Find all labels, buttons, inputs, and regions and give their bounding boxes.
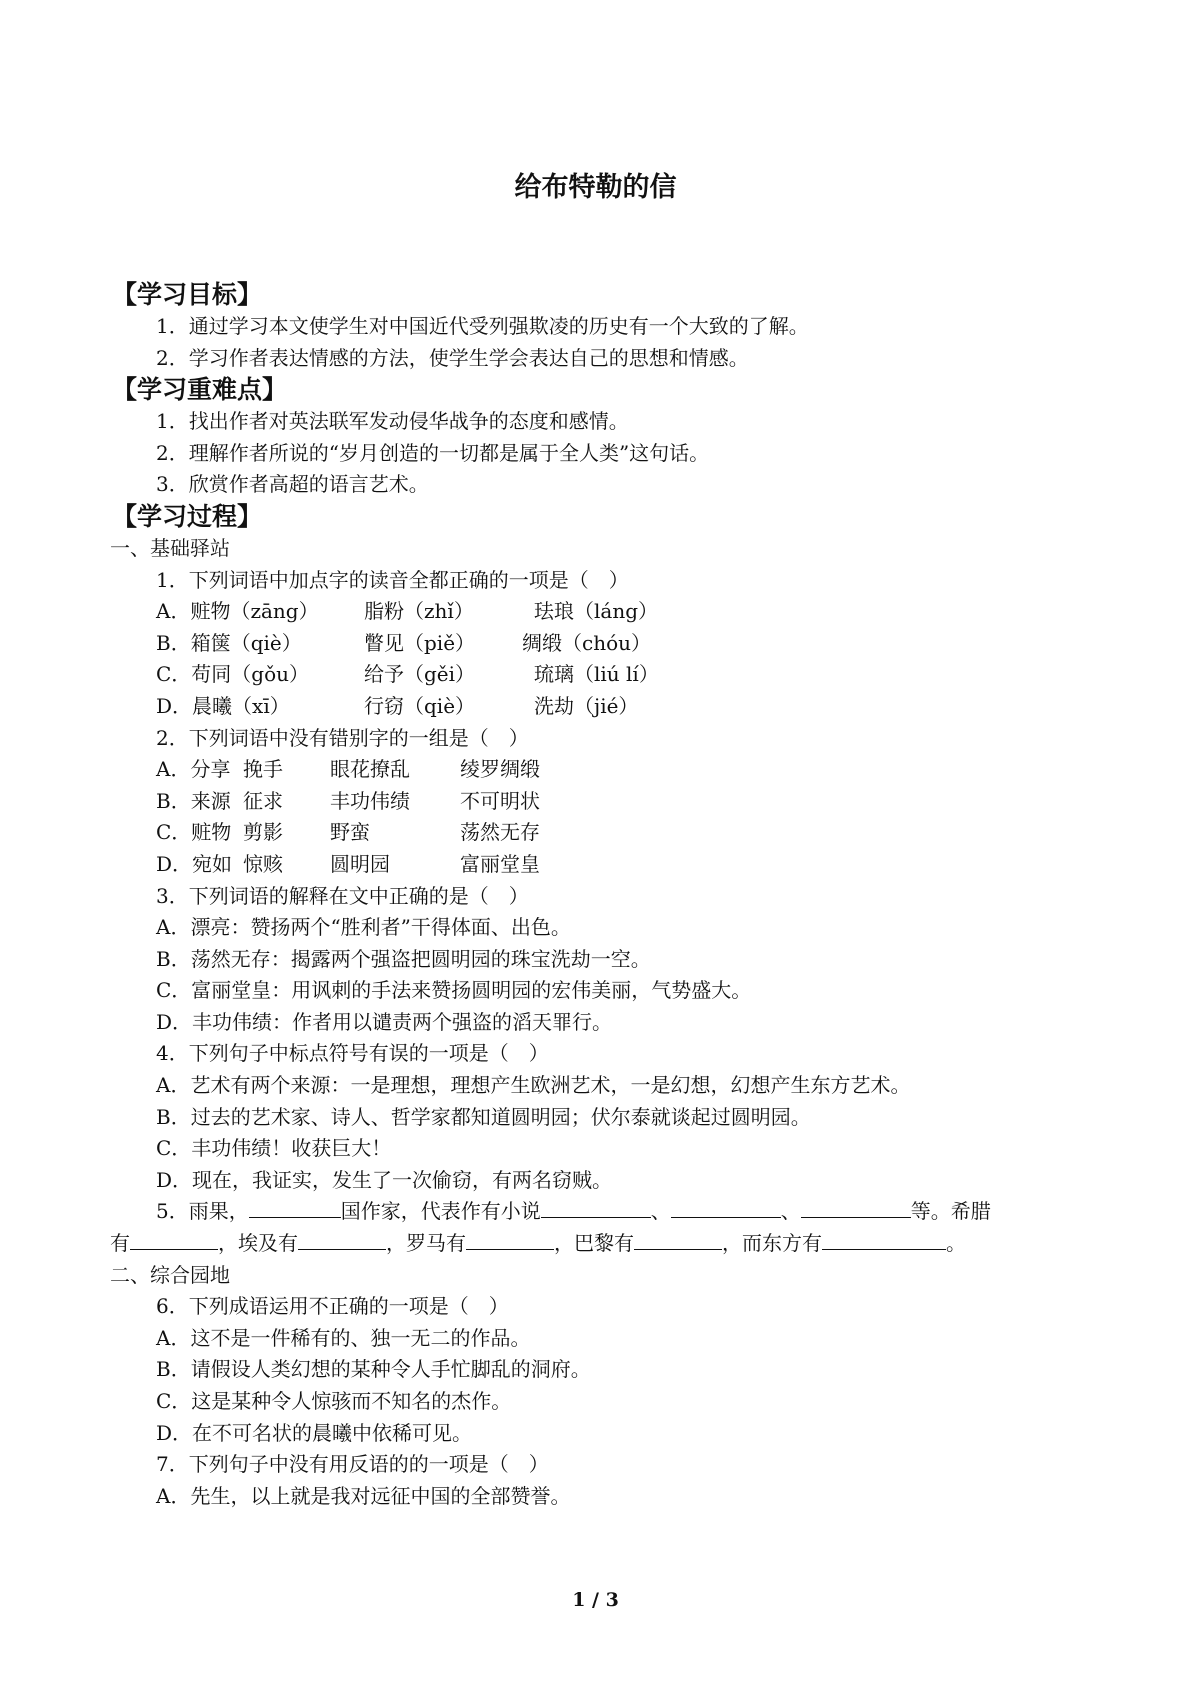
question-1-option-b: [110, 628, 1073, 660]
question-7-option-a: A．先生，以上就是我对远征中国的全部赞誉。: [156, 1483, 571, 1508]
question-6-option-a: A．这不是一件稀有的、独一无二的作品。: [156, 1325, 531, 1350]
key-point-item: 2．理解作者所说的“岁月创造的一切都是属于全人类”这句话。: [156, 440, 710, 465]
option-cell: 瞥见（piě）: [364, 630, 476, 655]
page-number: 1 / 3: [572, 1589, 619, 1611]
option-cell: 不可明状: [460, 788, 540, 813]
key-point-item: 1．找出作者对英法联军发动侵华战争的态度和感情。: [156, 409, 629, 434]
question-2-stem: 2．下列词语中没有错别字的一组是（ ）: [156, 725, 529, 750]
question-2-option-a: [110, 754, 1073, 786]
option-cell: 惊赅: [243, 851, 283, 876]
question-4-stem: 4．下列句子中标点符号有误的一项是（ ）: [156, 1041, 549, 1066]
option-cell: 荡然无存: [460, 820, 540, 845]
blank-line: [822, 1229, 946, 1250]
option-cell: 绸缎（chóu）: [522, 630, 652, 655]
option-cell: 圆明园: [330, 851, 390, 876]
question-3-option-b: B．荡然无存：揭露两个强盗把圆明园的珠宝洗劫一空。: [156, 946, 651, 971]
option-cell: D．宛如: [156, 851, 233, 876]
option-cell: 富丽堂皇: [460, 851, 540, 876]
question-1-option-a: [110, 596, 1073, 628]
section-heading-objectives: 【学习目标】: [112, 280, 263, 309]
option-cell: 洗劫（jié）: [534, 693, 639, 718]
question-3-option-c: C．富丽堂皇：用讽刺的手法来赞扬圆明园的宏伟美丽，气势盛大。: [156, 978, 752, 1003]
option-cell: B．箱箧（qiè）: [156, 630, 302, 655]
question-5-line-2: [110, 1228, 1073, 1260]
question-2-option-c: [110, 817, 1073, 849]
question-5-line-1: [110, 1196, 1073, 1228]
q5-text: 、: [650, 1199, 671, 1224]
option-cell: 行窃（qiè）: [364, 693, 476, 718]
question-6-option-b: B．请假设人类幻想的某种令人手忙脚乱的洞府。: [156, 1357, 591, 1382]
q5-text: ，而东方有: [722, 1231, 822, 1256]
q5-text: 、: [780, 1199, 801, 1224]
blank-line: [634, 1229, 722, 1250]
option-cell: 脂粉（zhǐ）: [364, 599, 474, 624]
objective-item: 1．通过学习本文使学生对中国近代受列强欺凌的历史有一个大致的了解。: [156, 314, 809, 338]
blank-line: [298, 1229, 386, 1250]
blank-line: [541, 1197, 651, 1218]
option-cell: C．赃物: [156, 820, 232, 845]
q5-text: ，罗马有: [386, 1231, 466, 1256]
q5-text: ，巴黎有: [554, 1231, 634, 1256]
blank-line: [671, 1197, 781, 1218]
blank-line: [466, 1229, 554, 1250]
q5-text: 国作家，代表作有小说: [340, 1199, 541, 1224]
option-cell: 野蛮: [330, 820, 370, 845]
question-2-option-b: [110, 786, 1073, 818]
question-1-option-c: [110, 659, 1073, 691]
question-4-option-c: C．丰功伟绩！收获巨大！: [156, 1136, 392, 1161]
blank-line: [801, 1197, 911, 1218]
option-cell: 琉璃（liú lí）: [534, 662, 659, 687]
option-cell: 给予（gěi）: [364, 662, 476, 687]
option-cell: D．晨曦（xī）: [156, 693, 290, 718]
question-3-stem: 3．下列词语的解释在文中正确的是（ ）: [156, 883, 529, 908]
option-cell: 丰功伟绩: [330, 788, 410, 813]
q5-text: 有: [110, 1231, 130, 1256]
objective-item: 2．学习作者表达情感的方法，使学生学会表达自己的思想和情感。: [156, 345, 749, 370]
option-cell: 征求: [243, 788, 283, 813]
part-heading-comprehensive: 二、综合园地: [110, 1262, 230, 1287]
question-4-option-d: D．现在，我证实，发生了一次偷窃，有两名窃贼。: [156, 1167, 613, 1192]
question-2-option-d: [110, 849, 1073, 881]
question-3-option-a: A．漂亮：赞扬两个“胜利者”干得体面、出色。: [156, 915, 571, 940]
blank-line: [249, 1197, 341, 1218]
document-title: 给布特勒的信: [514, 172, 677, 203]
option-cell: 珐琅（láng）: [534, 599, 659, 624]
q5-text: 等。希腊: [910, 1199, 991, 1224]
blank-line: [130, 1229, 218, 1250]
option-cell: 绫罗绸缎: [460, 757, 540, 782]
question-4-option-a: A．艺术有两个来源：一是理想，理想产生欧洲艺术，一是幻想，幻想产生东方艺术。: [156, 1073, 911, 1098]
question-6-option-c: C．这是某种令人惊骇而不知名的杰作。: [156, 1389, 512, 1413]
part-heading-basics: 一、基础驿站: [110, 535, 230, 560]
question-1-stem: 1．下列词语中加点字的读音全都正确的一项是（ ）: [156, 567, 629, 592]
option-cell: A．赃物（zāng）: [156, 599, 319, 624]
question-4-option-b: B．过去的艺术家、诗人、哲学家都知道圆明园；伏尔泰就谈起过圆明园。: [156, 1104, 811, 1129]
section-heading-process: 【学习过程】: [112, 501, 263, 531]
option-cell: 剪影: [243, 820, 283, 845]
document-body: [110, 279, 1073, 1512]
option-cell: C．苟同（gǒu）: [156, 662, 310, 687]
question-3-option-d: D．丰功伟绩：作者用以谴责两个强盗的滔天罪行。: [156, 1009, 613, 1034]
q5-text: 5．雨果，: [156, 1199, 249, 1224]
key-point-item: 3．欣赏作者高超的语言艺术。: [156, 472, 429, 497]
option-cell: B．来源: [156, 788, 231, 813]
question-6-stem: 6．下列成语运用不正确的一项是（ ）: [156, 1294, 509, 1319]
section-heading-key-points: 【学习重难点】: [112, 375, 288, 405]
q5-text: 。: [946, 1231, 966, 1256]
option-cell: A．分享: [156, 757, 231, 782]
option-cell: 眼花撩乱: [330, 757, 410, 782]
q5-text: ，埃及有: [218, 1231, 298, 1256]
question-6-option-d: D．在不可名状的晨曦中依稀可见。: [156, 1420, 473, 1445]
option-cell: 挽手: [243, 757, 283, 782]
question-7-stem: 7．下列句子中没有用反语的的一项是（ ）: [156, 1452, 549, 1477]
question-1-option-d: [110, 691, 1073, 723]
